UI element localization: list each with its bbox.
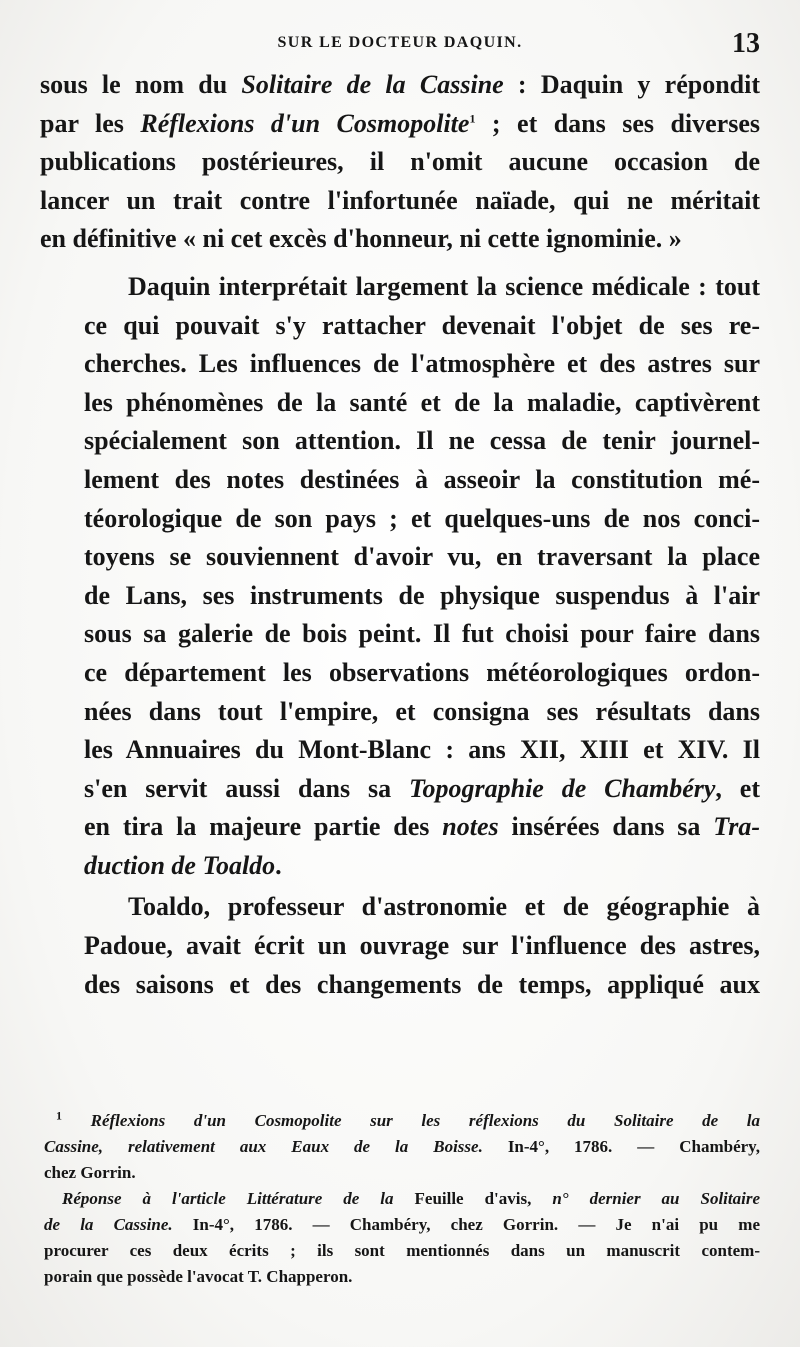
text-line: Daquin interprétait largement la science médicale : tout: [128, 271, 760, 301]
running-head: [40, 28, 760, 58]
running-title: SUR LE DOCTEUR DAQUIN.: [277, 34, 523, 51]
paragraph-3: [40, 888, 760, 1004]
text-line: cherches. Les influences de l'atmosphère et des astres sur: [84, 349, 760, 379]
text-line: lancer un trait contre l'infortunée naïade, qui ne méritait: [40, 185, 760, 215]
footnote-marker: 1: [56, 1108, 62, 1123]
footnote-line: [44, 1108, 760, 1134]
italic-text: notes: [442, 812, 499, 842]
italic-text: Topographie de Chambéry: [409, 773, 716, 803]
text-line: ce qui pouvait s'y rattacher devenait l'objet de ses re-: [84, 310, 760, 340]
footnote-line: porain que possède l'avocat T. Chapperon.: [44, 1267, 353, 1286]
text-line: spécialement son attention. Il ne cessa de tenir journel-: [84, 426, 760, 456]
text-line: publications postérieures, il n'omit aucune occasion de: [40, 147, 760, 177]
italic-text: Solitaire de la Cassine: [241, 70, 504, 99]
body-text: [40, 66, 760, 1004]
italic-text: Réflexions d'un Cosmopolite sur les réflexions du Solitaire de la: [90, 1111, 760, 1130]
text-line: Toaldo, professeur d'astronomie et de géographie à: [128, 892, 760, 922]
footnote-line: Réponse à l'article Littérature de la Feuille d'avis, n° dernier au Solitaire: [62, 1189, 760, 1208]
italic-text: Tra-: [713, 812, 760, 842]
text-line: les phénomènes de la santé et de la maladie, captivèrent: [84, 387, 760, 417]
italic-text: Cassine, relativement aux Eaux de la Boisse.: [44, 1137, 483, 1156]
footnote-line: chez Gorrin.: [44, 1163, 136, 1182]
text-line: toyens se souviennent d'avoir vu, en traversant la place: [84, 542, 760, 572]
text-line: ce département les observations météorologiques ordon-: [84, 657, 760, 687]
text-line: lement des notes destinées à asseoir la constitution mé-: [84, 464, 760, 494]
text-line: téorologique de son pays ; et quelques-uns de nos conci-: [84, 503, 760, 533]
italic-text: duction de Toaldo: [84, 850, 276, 880]
italic-text: n° dernier au Solitaire: [552, 1189, 760, 1208]
text-line: des saisons et des changements de temps, appliqué aux: [84, 969, 760, 999]
italic-text: Réponse à l'article Littérature de la: [62, 1189, 394, 1208]
text-line: par les Réflexions d'un Cosmopolite$^1$ ; et dans ses diverses: [40, 108, 760, 138]
paragraph-1: [40, 66, 760, 259]
text-line: en définitive « ni cet excès d'honneur, ni cette ignominie. »: [40, 224, 682, 254]
text-line: Padoue, avait écrit un ouvrage sur l'influence des astres,: [84, 931, 760, 961]
text-line: duction de Toaldo.: [84, 850, 282, 880]
paragraph-2: [40, 268, 760, 886]
footnote-line: de la Cassine. In-4°, 1786. — Chambéry, chez Gorrin. — Je n'ai pu me: [44, 1215, 760, 1234]
page-number: 13: [732, 28, 760, 59]
footnote-line: Cassine, relativement aux Eaux de la Boisse. In-4°, 1786. — Chambéry,: [44, 1137, 760, 1156]
footnotes: [44, 1108, 760, 1290]
italic-text: de la Cassine.: [44, 1215, 173, 1234]
footnote-line: procurer ces deux écrits ; ils sont mentionnés dans un manuscrit contem-: [44, 1241, 760, 1260]
text-line: sous sa galerie de bois peint. Il fut choisi pour faire dans: [84, 619, 760, 649]
text-line: sous le nom du Solitaire de la Cassine : Daquin y répondit: [40, 70, 761, 99]
text-line: les Annuaires du Mont-Blanc : ans XII, XIII et XIV. Il: [84, 735, 760, 765]
italic-text: Réflexions d'un Cosmopolite: [140, 108, 470, 138]
text-line: de Lans, ses instruments de physique suspendus à l'air: [84, 580, 760, 610]
text-line: s'en servit aussi dans sa Topographie de Chambéry, et: [84, 773, 761, 803]
footnote-marker: 1: [469, 110, 476, 125]
text-line: en tira la majeure partie des notes insérées dans sa Tra-: [84, 812, 760, 842]
text-line: nées dans tout l'empire, et consigna ses résultats dans: [84, 696, 760, 726]
